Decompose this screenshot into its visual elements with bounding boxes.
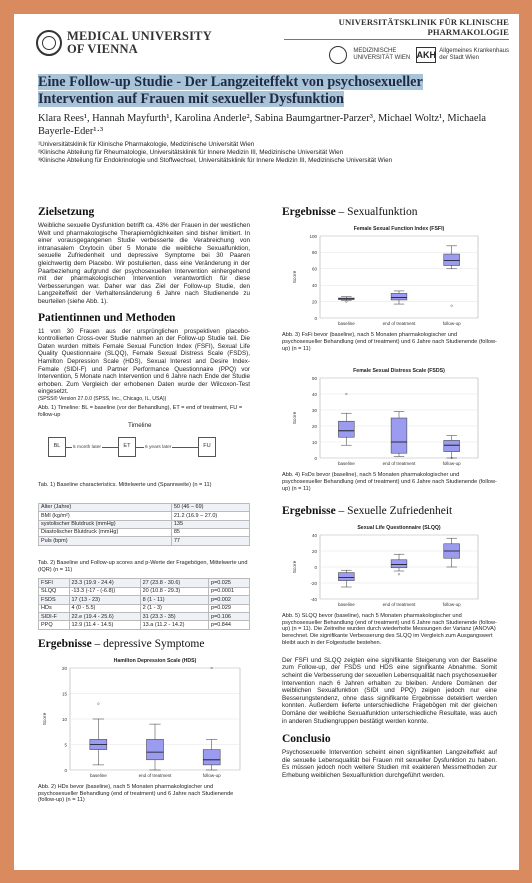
table2-cell: 20 (10.8 - 29.3) — [140, 587, 208, 595]
section-heading-zufriedenheit — [282, 505, 497, 518]
y-tick-label: 60 — [311, 266, 317, 272]
table2-row — [39, 579, 250, 587]
right-column — [282, 206, 497, 779]
fsds-boxplot — [288, 364, 488, 472]
y-tick-label: 0 — [64, 767, 67, 773]
table2-row — [39, 621, 250, 629]
zufriedenheit-heading-sub: – Sexuelle Zufriedenheit — [338, 504, 453, 517]
affiliations — [38, 141, 503, 166]
y-tick-label: 10 — [61, 716, 67, 722]
methoden-text: 11 von 30 Frauen aus der ursprünglichen prospektiven placebo-kontrollierten Cross-over Studie nahmen an der Follow-up Studie teil. Die Daten wurden mittels Female Sexual Function Index (FSFI), Sexual Life Quality Questionnaire (SLQQ), Female Sexual Distress Scale (FSDS), Hamilton Depression Scale (HDS), Sexual Interest and Desire Index-Female (SIDI-F) und Partner Performance Questionnaire (PPQ) vor Intervention, 5 Monate nach Intervention und 6 Jahre nach Ende der Studie erhoben. Zum Vergleich der erhobenen Daten wurde der Wilcoxon-Test eingesetzt. — [38, 327, 250, 396]
table2-row — [39, 596, 250, 604]
timeline-figure — [38, 422, 250, 482]
x-tick-label: follow-up — [442, 321, 461, 326]
conclusio-text: Psychosexuelle Intervention scheint einen signifikanten Langzeiteffekt auf die sexuelle Lebensqualität bei Frauen mit sexueller Dysfunktion zu haben. Es müssen jedoch noch weitere Studien mit exakteren Messmethoden zur Erhebung weiblichen Sexualfunktion durchgeführt werden. — [282, 749, 497, 779]
sexualfunktion-heading-sub: – Sexualfunktion — [338, 206, 418, 218]
timeline-et: ET — [118, 437, 136, 457]
hds-chart — [38, 654, 250, 784]
author-list: Klara Rees¹, Hannah Mayfurth¹, Karolina Anderle², Sabina Baumgartner-Parzer³, Michael Woltz¹, Michaela Bayerle-Eder¹·³ — [38, 113, 486, 137]
poster — [14, 14, 519, 870]
y-tick-label: 40 — [311, 392, 317, 398]
table2-cell: FSFI — [39, 579, 70, 587]
box-iqr — [444, 441, 460, 452]
y-tick-label: 20 — [311, 548, 317, 554]
x-tick-label: end of treatment — [382, 321, 416, 326]
x-tick-label: end of treatment — [138, 772, 172, 778]
table2-cell: 8 (1 - 11) — [140, 596, 208, 604]
table1-cell: 135 — [171, 520, 249, 528]
software-note: (SPSS® Version 27.0.0 (SPSS, Inc., Chicago, IL, USA)) — [38, 395, 167, 402]
table1-row — [39, 520, 250, 528]
y-axis-label: Score — [293, 560, 298, 574]
chart-background — [288, 364, 488, 472]
table2-cell: 22.e (19.4 - 25.6) — [69, 613, 140, 621]
y-tick-label: 40 — [311, 532, 317, 538]
y-tick-label: 80 — [311, 250, 317, 256]
university-seal-icon — [36, 30, 62, 56]
chart-title: Female Sexual Function Index (FSFI) — [353, 226, 445, 232]
meduni-logo-text — [353, 48, 410, 62]
y-tick-label: 15 — [61, 691, 67, 697]
table2-cell: 12.9 (11.4 - 14.5) — [69, 621, 140, 629]
chart-title: Female Sexual Distress Scale (FSDS) — [353, 368, 445, 375]
table2-cell: p=0.002 — [208, 596, 249, 604]
akh-logo-text — [439, 48, 509, 62]
x-tick-label: follow-up — [442, 601, 461, 607]
table1-cell: BMI (kg/m²) — [39, 512, 172, 520]
table2 — [38, 578, 250, 629]
affiliation-2: ²Klinische Abteilung für Rheumatologie, Universitätsklinik für Innere Medizin III, Medizinische Universität Wien — [38, 149, 344, 157]
header-right — [284, 17, 509, 64]
box-iqr — [147, 739, 164, 759]
table1-row — [39, 537, 250, 545]
table2-cell: 4 (0 - 5.5) — [69, 604, 140, 612]
x-tick-label: baseline — [89, 772, 107, 778]
fig4-caption: Abb. 4) FsDs bevor (baseline), nach 5 Monaten pharmakologischer und psychosexueller Behandlung (end of treatment) und 6 Jahre nach Studienende (follow-up) (n = 11) — [282, 472, 497, 492]
table1-cell: 50 (46 – 69) — [171, 503, 249, 511]
affiliation-1: ¹Universitätsklinik für Klinische Pharmakologie, Medizinische Universität Wien — [38, 141, 255, 148]
table2-row — [39, 613, 250, 621]
box-iqr — [391, 293, 407, 300]
table2-cell: HDs — [39, 604, 70, 612]
slqq-boxplot — [288, 521, 488, 613]
akh-line1: Allgemeines Krankenhaus — [439, 48, 509, 54]
table1-cell: Alter (Jahre) — [39, 503, 172, 511]
university-name — [67, 30, 212, 56]
zielsetzung-text: Weibliche sexuelle Dysfunktion betrifft ca. 43% der Frauen in der westlichen Welt und pharmakologische Therapiemöglichkeiten sind bisher limitiert. In einer vorausgegangenen Studie verbesserte die Verabreichung von intranasalem Oxytocin über 5 Monate die weibliche Sexualfunktion, sexuelle Zufriedenheit und depressive Symptome bei 30 Paaren gleichwertig dem Placebo. Wir postulierten, dass eine Veränderung in der Paarbeziehung aufgrund der psychosexuellen Intervention einhergehend mit der pharmakologischen Intervention verantwortlich für diese Verbesserungen war. Daher war das Ziel der Follow-up Studie, den Langzeiteffekt der Verhaltensänderung 6 Jahre nach Studienende zu beurteilen (siehe Abb. 1). — [38, 222, 250, 305]
y-tick-label: 20 — [61, 665, 67, 671]
section-heading-conclusio: Conclusio — [282, 733, 331, 746]
hds-boxplot — [38, 654, 250, 784]
box-iqr — [338, 422, 354, 438]
table1-caption: Tab. 1) Baseline characteristics. Mittelwerte und (Spannweite) (n = 11) — [38, 481, 212, 488]
table2-cell: 17 (13 - 23) — [69, 596, 140, 604]
akh-box-icon: AKH — [416, 47, 436, 63]
timeline-title: Timeline — [128, 421, 152, 429]
timeline-gap2: 6 years later — [145, 444, 172, 450]
table2-cell: p=0.029 — [208, 604, 249, 612]
university-name-line2: OF VIENNA — [67, 42, 138, 56]
table2-cell: -13.3 (-17 - (-6.8)) — [69, 587, 140, 595]
table2-cell: FSDS — [39, 596, 70, 604]
box-iqr — [338, 572, 354, 580]
box-iqr — [203, 749, 220, 764]
fsfi-boxplot — [288, 222, 488, 332]
fsfi-chart — [288, 222, 497, 332]
y-tick-label: 100 — [309, 233, 317, 239]
chart-background — [288, 222, 488, 332]
table1-row — [39, 528, 250, 536]
table2-cell: 23.3 (19.9 - 24.4) — [69, 579, 140, 587]
y-axis-label: Score — [43, 712, 48, 726]
sexualfunktion-heading-main: Ergebnisse — [282, 206, 336, 218]
y-axis-label: Score — [293, 270, 298, 284]
meduni-line1: MEDIZINISCHE — [353, 48, 397, 54]
chart-title: Hamilton Depression Scale (HDS) — [113, 657, 197, 664]
table2-cell: 27 (23.8 - 30.6) — [140, 579, 208, 587]
x-tick-label: baseline — [337, 601, 355, 607]
affiliation-3: ³Klinische Abteilung für Endokrinologie und Stoffwechsel, Universitätsklinik für Innere Medizin III, Medizinische Universität Wien — [38, 157, 393, 165]
table2-cell: p=0.0001 — [208, 587, 249, 595]
y-tick-label: 10 — [311, 440, 317, 446]
x-tick-label: follow-up — [202, 772, 221, 778]
y-axis-label: Score — [293, 412, 298, 425]
table2-cell: p=0.844 — [208, 621, 249, 629]
timeline-fu: FU — [198, 437, 216, 457]
poster-title — [38, 74, 428, 107]
y-tick-label: 30 — [311, 408, 317, 414]
x-tick-label: baseline — [337, 461, 355, 467]
table2-row — [39, 587, 250, 595]
x-tick-label: end of treatment — [382, 461, 416, 467]
box-iqr — [444, 254, 460, 265]
table1 — [38, 503, 250, 546]
table1-cell: 21.2 (16.9 – 27.0) — [171, 512, 249, 520]
discussion-text: Der FSFI und SLQQ zeigten eine signifikante Steigerung von der Baseline zum Follow-up, der FSDS und HDS eine signifikante Abnahme. Somit scheint die Verbesserung der sexuellen Lebensqualität nach psychosexueller Intervention nach 6 Jahren erhalten zu bleiben. Andere Domänen der weiblichen Sexualfunktion (SIDI und PPQ) zeigen jedoch nur eine Besserungstendenz, ohne dass signifikante Ergebnisse detektiert werden konnten. Außerdem lieferte unterschiedliche Fragebögen mit der gleichen Domäne der weibliche Sexualfunktion unterschiedliche Resultate, was auch in anderen Studiengruppen bestätigt werden konnte. — [282, 656, 497, 725]
x-tick-label: baseline — [337, 321, 355, 326]
section-heading-sexualfunktion — [282, 206, 497, 219]
y-tick-label: 0 — [314, 564, 317, 570]
slqq-chart — [288, 521, 497, 613]
depressiv-heading-sub: – depressive Symptome — [94, 637, 205, 650]
chart-title: Sexual Life Questionnaire (SLQQ) — [357, 524, 441, 531]
table2-cell: SIDI-F — [39, 613, 70, 621]
section-heading-depressiv — [38, 638, 250, 651]
fig3-caption: Abb. 3) FsFi bevor (baseline), nach 5 Monaten pharmakologischer und psychosexueller Behandlung (end of treatment) und 6 Jahre nach Studienende (follow-up) (n = 11) — [282, 332, 497, 352]
timeline-gap1: 5 month later — [73, 444, 101, 450]
muw-logo — [36, 30, 212, 56]
table2-cell: SLQQ — [39, 587, 70, 595]
poster-title-text: Eine Follow-up Studie - Der Langzeiteffekt von psychosexueller Intervention auf Frauen mit sexueller Dysfunktion — [38, 74, 423, 107]
y-tick-label: 20 — [311, 424, 317, 430]
akh-logo — [416, 47, 509, 63]
y-tick-label: 50 — [311, 376, 317, 382]
box-iqr — [391, 560, 407, 568]
y-tick-label: -40 — [310, 596, 317, 602]
x-tick-label: follow-up — [442, 461, 461, 467]
table1-cell: 85 — [171, 528, 249, 536]
meduni-line2: UNIVERSITÄT WIEN — [353, 55, 411, 61]
table2-cell: 31 (23.3 - 35) — [140, 613, 208, 621]
table1-row — [39, 512, 250, 520]
table2-cell: PPQ — [39, 621, 70, 629]
y-tick-label: 0 — [314, 456, 317, 462]
table2-cell: 13.a (11.2 - 14.2) — [140, 621, 208, 629]
table1-cell: 77 — [171, 537, 249, 545]
table2-cell: 2 (1 - 3) — [140, 604, 208, 612]
clinic-name: UNIVERSITÄTSKLINIK FÜR KLINISCHE PHARMAKOLOGIE — [284, 17, 509, 40]
table1-cell: Puls (bpm) — [39, 537, 172, 545]
left-column — [38, 206, 250, 804]
fig1-caption: Abb. 1) Timeline: BL = baseline (vor der Behandlung), ET = end of treatment, FU = follow-up — [38, 405, 243, 419]
table2-cell: p=0.106 — [208, 613, 249, 621]
fig5-caption: Abb. 5) SLQQ bevor (baseline), nach 5 Monaten pharmakologischer und psychosexueller Behandlung (end of treatment) und 6 Jahre nach Studienende (follow-up) (n = 11). Die Zeitreihe wurden durch wiederholte Messungen der Varianz (ANOVA) berechnet. Die signifikante Verbesserung des SLQQ im Vergleich zum Ausgangswert bleibt auch in der Folgestudie bestehen. — [282, 612, 497, 646]
fig2-caption: Abb. 2) HDs bevor (baseline), nach 5 Monaten pharmakologischer und psychosexueller Behandlung (end of treatment) und 6 Jahre nach Studienende (follow-up) (n = 11) — [38, 783, 234, 804]
table1-row — [39, 503, 250, 511]
timeline-bl: BL — [48, 437, 66, 457]
table1-cell: systolischer Blutdruck (mmHg) — [39, 520, 172, 528]
y-tick-label: 20 — [311, 299, 317, 305]
partner-logos — [284, 46, 509, 64]
akh-line2: der Stadt Wien — [439, 55, 479, 61]
y-tick-label: 0 — [314, 315, 317, 321]
box-iqr — [391, 418, 407, 453]
y-tick-label: 40 — [311, 283, 317, 288]
table2-cell: p=0.025 — [208, 579, 249, 587]
table2-caption: Tab. 2) Baseline und Follow-up scores and p-Werte der Fragebögen, Mittelwerte und (IQR) (n = 11) — [38, 559, 248, 573]
fsds-chart — [288, 364, 497, 472]
x-tick-label: end of treatment — [382, 601, 416, 607]
section-heading-zielsetzung: Zielsetzung — [38, 206, 95, 218]
y-tick-label: 5 — [64, 742, 67, 748]
section-heading-methoden: Patientinnen und Methoden — [38, 311, 176, 324]
table1-cell: Diastolischer Blutdruck (mmHg) — [39, 528, 172, 536]
table2-row — [39, 604, 250, 612]
zufriedenheit-heading-main: Ergebnisse — [282, 504, 336, 517]
y-tick-label: -20 — [310, 580, 317, 586]
meduni-seal-icon — [329, 46, 347, 64]
depressiv-heading-main: Ergebnisse — [38, 637, 92, 650]
university-name-line1: MEDICAL UNIVERSITY — [67, 29, 212, 43]
